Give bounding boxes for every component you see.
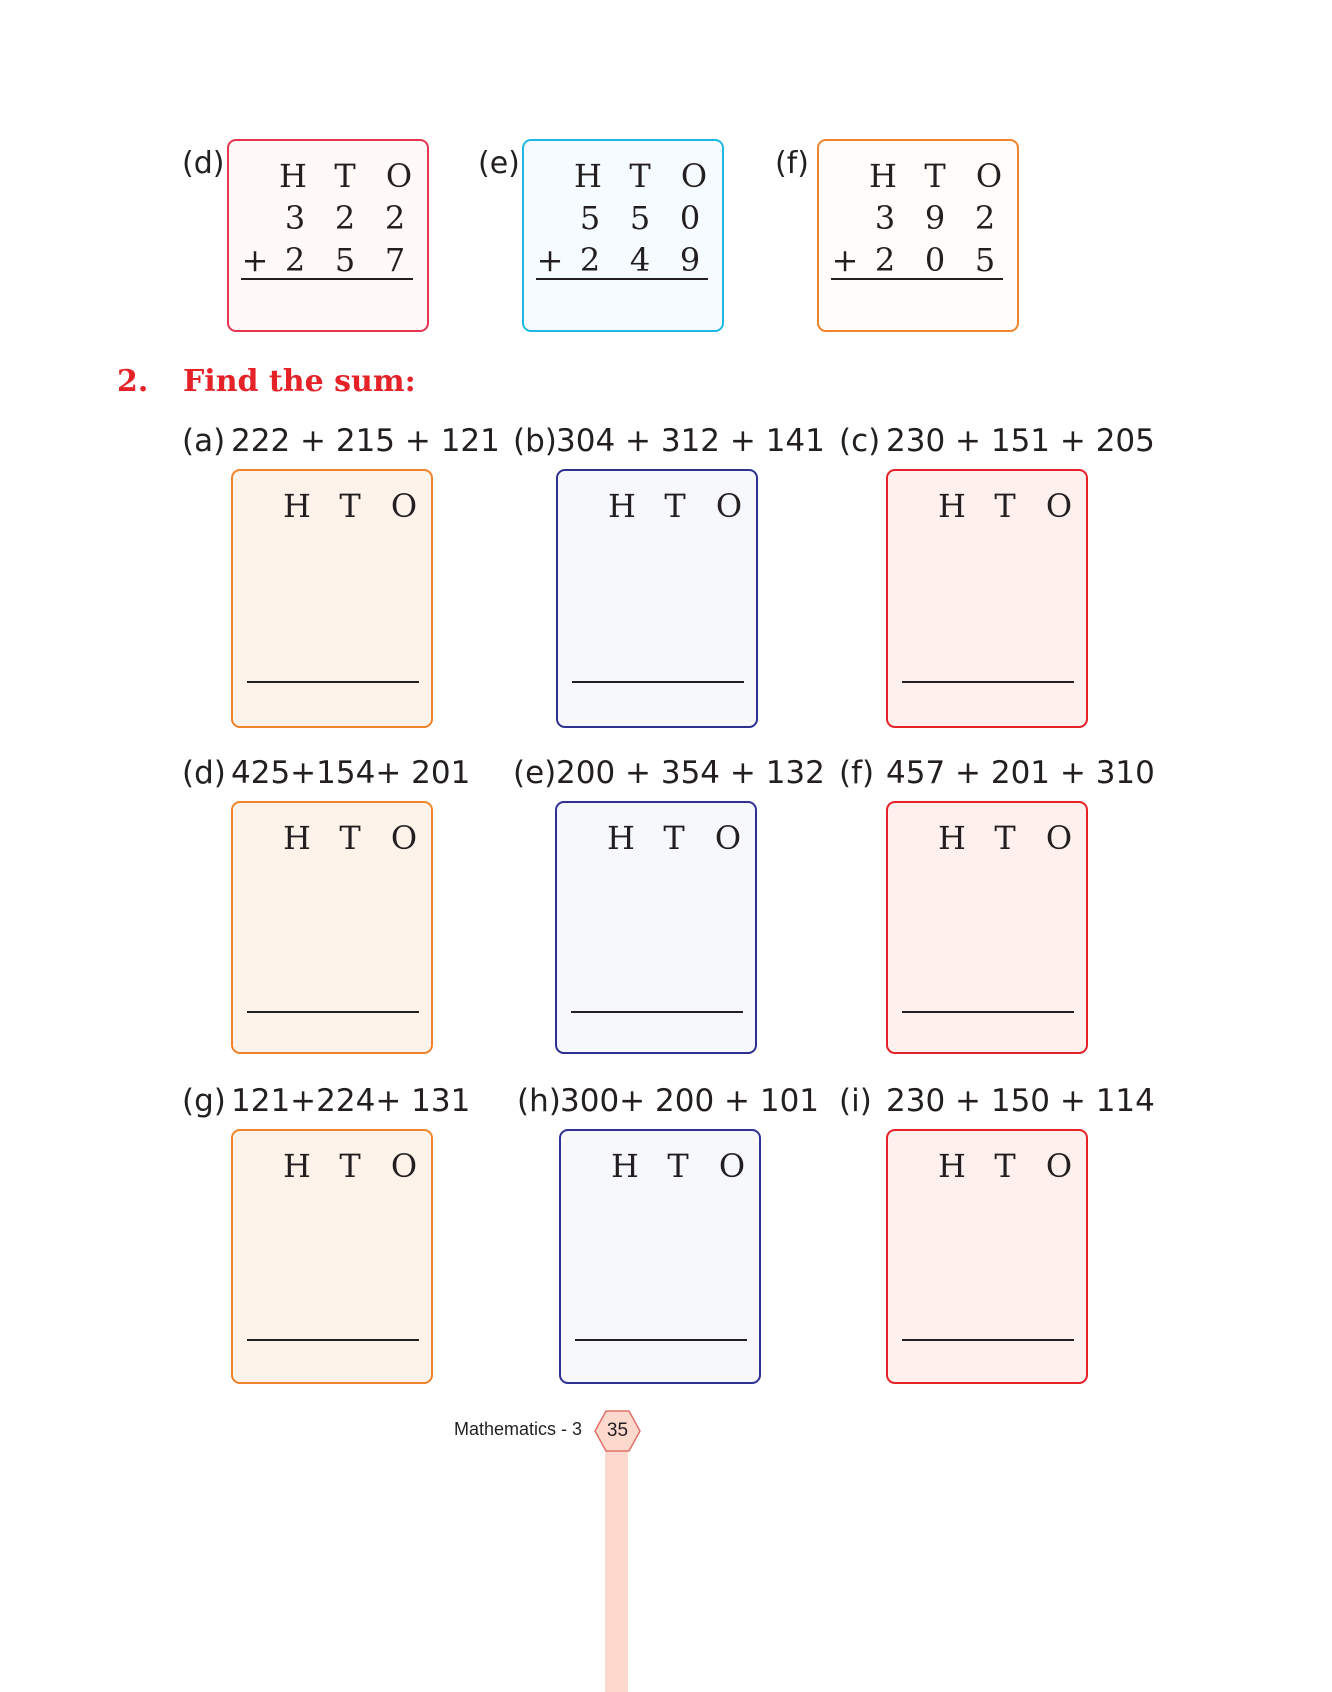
addend-row-1	[229, 199, 427, 239]
digit: 5	[629, 199, 651, 237]
header-t: T	[994, 487, 1016, 525]
plus-sign: +	[831, 241, 859, 279]
header-h: H	[608, 487, 636, 525]
addition-box	[522, 139, 724, 332]
digit: 2	[384, 199, 406, 237]
place-value-headers	[229, 157, 427, 197]
answer-box[interactable]	[556, 469, 758, 728]
header-h: H	[869, 157, 897, 195]
answer-box[interactable]	[559, 1129, 761, 1384]
answer-box[interactable]	[231, 801, 433, 1054]
digit: 0	[679, 199, 701, 237]
sum-line	[902, 1011, 1074, 1013]
problem-expression: 425+154+ 201	[231, 755, 471, 791]
place-value-headers	[888, 1147, 1086, 1187]
digit: 5	[579, 199, 601, 237]
digit: 4	[629, 241, 651, 279]
header-o: O	[385, 157, 413, 195]
problem-expression: 121+224+ 131	[231, 1083, 471, 1119]
place-value-headers	[557, 819, 755, 859]
section-title: Find the sum:	[183, 364, 416, 399]
header-h: H	[607, 819, 635, 857]
header-o: O	[1045, 819, 1073, 857]
place-value-headers	[888, 819, 1086, 859]
header-h: H	[938, 1147, 966, 1185]
addend-row-1	[524, 199, 722, 239]
sum-line	[831, 278, 1003, 280]
header-h: H	[283, 819, 311, 857]
place-value-headers	[524, 157, 722, 197]
sum-line	[575, 1339, 747, 1341]
addend-row-2	[229, 241, 427, 281]
problem-label: (a)	[182, 423, 226, 459]
addend-row-1	[819, 199, 1017, 239]
problem-label: (c)	[839, 423, 881, 459]
digit: 5	[974, 241, 996, 279]
header-h: H	[279, 157, 307, 195]
place-value-headers	[561, 1147, 759, 1187]
header-h: H	[283, 1147, 311, 1185]
digit: 2	[334, 199, 356, 237]
addend-row-2	[819, 241, 1017, 281]
header-o: O	[390, 819, 418, 857]
header-t: T	[663, 819, 685, 857]
place-value-headers	[233, 819, 431, 859]
answer-box[interactable]	[886, 801, 1088, 1054]
plus-sign: +	[241, 241, 269, 279]
page-tab	[605, 1445, 628, 1692]
header-t: T	[339, 819, 361, 857]
digit: 2	[284, 241, 306, 279]
digit: 0	[924, 241, 946, 279]
sum-line	[902, 681, 1074, 683]
place-value-headers	[233, 487, 431, 527]
header-h: H	[574, 157, 602, 195]
header-h: H	[283, 487, 311, 525]
addition-box	[817, 139, 1019, 332]
header-o: O	[390, 1147, 418, 1185]
header-t: T	[994, 819, 1016, 857]
sum-line	[247, 681, 419, 683]
digit: 2	[579, 241, 601, 279]
header-t: T	[334, 157, 356, 195]
header-o: O	[1045, 487, 1073, 525]
page-number-badge	[594, 1410, 641, 1452]
header-t: T	[664, 487, 686, 525]
header-t: T	[629, 157, 651, 195]
answer-box[interactable]	[886, 1129, 1088, 1384]
header-o: O	[975, 157, 1003, 195]
addend-row-2	[524, 241, 722, 281]
page-number: 35	[606, 1420, 629, 1441]
problem-label: (g)	[182, 1083, 226, 1119]
sum-line	[241, 278, 413, 280]
digit: 2	[974, 199, 996, 237]
problem-expression: 200 + 354 + 132	[556, 755, 825, 791]
problem-label: (f)	[775, 146, 809, 181]
addition-box	[227, 139, 429, 332]
problem-expression: 300+ 200 + 101	[560, 1083, 820, 1119]
problem-expression: 222 + 215 + 121	[231, 423, 500, 459]
problem-expression: 230 + 150 + 114	[886, 1083, 1155, 1119]
header-o: O	[1045, 1147, 1073, 1185]
digit: 9	[924, 199, 946, 237]
answer-box[interactable]	[231, 469, 433, 728]
answer-box[interactable]	[555, 801, 757, 1054]
sum-line	[902, 1339, 1074, 1341]
digit: 9	[679, 241, 701, 279]
problem-label: (f)	[839, 755, 875, 791]
header-o: O	[715, 487, 743, 525]
subject-label: Mathematics - 3	[454, 1419, 583, 1439]
problem-label: (b)	[513, 423, 557, 459]
answer-box[interactable]	[231, 1129, 433, 1384]
sum-line	[536, 278, 708, 280]
place-value-headers	[888, 487, 1086, 527]
sum-line	[247, 1011, 419, 1013]
header-h: H	[938, 819, 966, 857]
header-o: O	[390, 487, 418, 525]
header-h: H	[938, 487, 966, 525]
sum-line	[571, 1011, 743, 1013]
header-t: T	[339, 1147, 361, 1185]
header-t: T	[667, 1147, 689, 1185]
sum-line	[572, 681, 744, 683]
header-o: O	[718, 1147, 746, 1185]
place-value-headers	[558, 487, 756, 527]
digit: 5	[334, 241, 356, 279]
place-value-headers	[233, 1147, 431, 1187]
problem-label: (e)	[513, 755, 557, 791]
header-t: T	[924, 157, 946, 195]
sum-line	[247, 1339, 419, 1341]
digit: 7	[384, 241, 406, 279]
problem-label: (d)	[182, 146, 225, 181]
problem-expression: 457 + 201 + 310	[886, 755, 1155, 791]
digit: 3	[284, 199, 306, 237]
problem-label: (h)	[517, 1083, 561, 1119]
problem-expression: 230 + 151 + 205	[886, 423, 1155, 459]
section-number: 2.	[117, 364, 149, 399]
problem-expression: 304 + 312 + 141	[556, 423, 825, 459]
header-o: O	[680, 157, 708, 195]
answer-box[interactable]	[886, 469, 1088, 728]
header-o: O	[714, 819, 742, 857]
digit: 3	[874, 199, 896, 237]
problem-label: (i)	[839, 1083, 872, 1119]
problem-label: (e)	[478, 146, 520, 181]
digit: 2	[874, 241, 896, 279]
header-t: T	[994, 1147, 1016, 1185]
problem-label: (d)	[182, 755, 226, 791]
header-h: H	[611, 1147, 639, 1185]
place-value-headers	[819, 157, 1017, 197]
header-t: T	[339, 487, 361, 525]
plus-sign: +	[536, 241, 564, 279]
